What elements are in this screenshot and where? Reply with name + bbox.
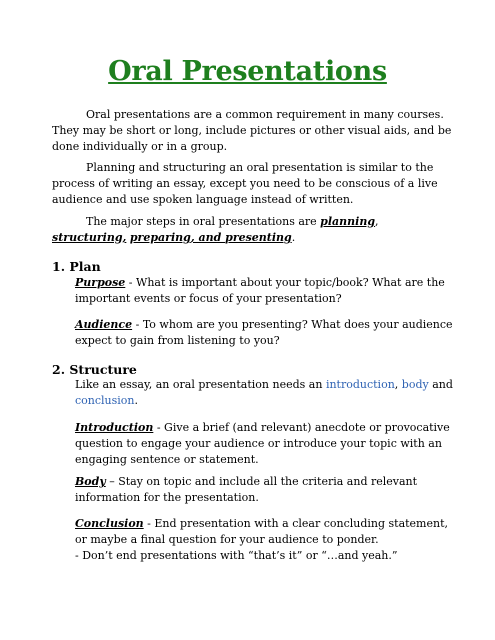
conclusion-note: - Don’t end presentations with “that’s it” or “…and yeah.” bbox=[75, 549, 398, 562]
steps-suffix: . bbox=[291, 231, 296, 244]
structure-body bbox=[75, 474, 455, 506]
intro-paragraph-2-text: Planning and structuring an oral presentation is similar to the process of writing an essay, except you need to be conscious of a live audience and use spoken language instead of written. bbox=[52, 161, 438, 206]
steps-prefix: The major steps in oral presentations are bbox=[86, 215, 321, 228]
step-presenting: presenting bbox=[225, 231, 292, 244]
structure-lead-prefix: Like an essay, an oral presentation needs an bbox=[75, 378, 326, 391]
conclusion-term: Conclusion bbox=[75, 517, 144, 530]
structure-conclusion bbox=[75, 516, 455, 548]
conclusion-text: - End presentation with a clear concluding statement, or maybe a final question for your audience to ponder. bbox=[75, 517, 449, 546]
audience-term: Audience bbox=[75, 318, 133, 331]
plan-audience bbox=[75, 317, 455, 349]
step-structuring: structuring, bbox=[52, 231, 127, 244]
intro-paragraph-3 bbox=[52, 214, 452, 246]
step-planning: planning bbox=[320, 215, 376, 228]
purpose-text: - What is important about your topic/book? What are the important events or focus of your presentation? bbox=[75, 276, 445, 305]
structure-lead-sep-2: and bbox=[428, 378, 453, 391]
audience-text: - To whom are you presenting? What does your audience expect to gain from listening to you? bbox=[75, 318, 453, 347]
steps-sep-3: , and bbox=[190, 231, 226, 244]
step-preparing: preparing bbox=[129, 231, 191, 244]
introduction-link[interactable]: introduction bbox=[325, 378, 395, 391]
page-title: Oral Presentations bbox=[108, 56, 387, 87]
body-text: – Stay on topic and include all the criteria and relevant information for the presentation. bbox=[75, 475, 418, 504]
structure-lead bbox=[75, 377, 455, 409]
section-plan-heading: 1. Plan bbox=[52, 259, 101, 274]
conclusion-link[interactable]: conclusion bbox=[75, 394, 135, 407]
body-link[interactable]: body bbox=[401, 378, 429, 391]
purpose-term: Purpose bbox=[75, 276, 126, 289]
steps-sep-1: , bbox=[375, 215, 379, 228]
intro-paragraph-1 bbox=[52, 107, 452, 155]
structure-introduction bbox=[75, 420, 455, 468]
section-structure-heading: 2. Structure bbox=[52, 362, 137, 377]
introduction-text: - Give a brief (and relevant) anecdote or provocative question to engage your audience or introduce your topic with an engaging sentence or statement. bbox=[75, 421, 450, 466]
intro-paragraph-1-text: Oral presentations are a common requirement in many courses. They may be short or long, include pictures or other visual aids, and be done individually or in a group. bbox=[52, 108, 452, 153]
structure-lead-sep-1: , bbox=[394, 378, 402, 391]
plan-purpose bbox=[75, 275, 455, 307]
introduction-term: Introduction bbox=[75, 421, 154, 434]
intro-paragraph-2 bbox=[52, 160, 452, 208]
body-term: Body bbox=[75, 475, 106, 488]
structure-lead-suffix: . bbox=[134, 394, 139, 407]
